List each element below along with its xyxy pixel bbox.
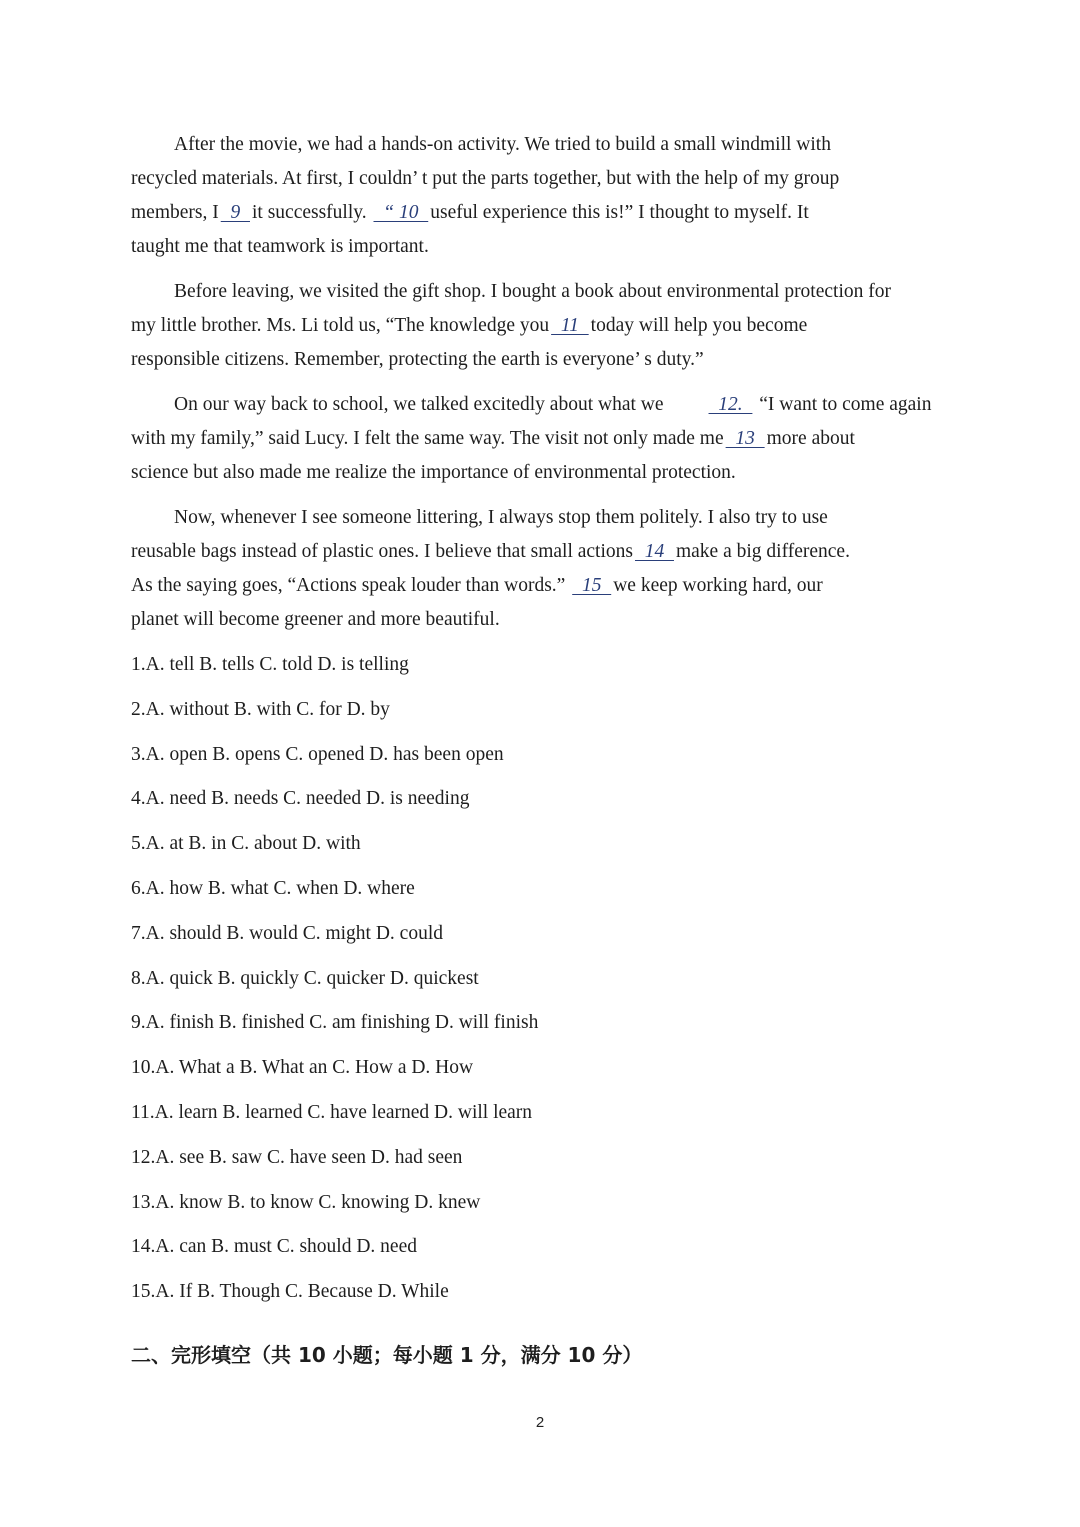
passage-line: recycled materials. At first, I couldn’ t put the parts together, but with the help of my group [131,168,840,189]
option-line: 1.A. tell B. tells C. told D. is telling [131,654,409,675]
blank-number: 15 [572,575,612,596]
answer-options-list [131,648,538,1320]
option-line: 13.A. know B. to know C. knowing D. knew [131,1191,481,1213]
option-line: 8.A. quick B. quickly C. quicker D. quickest [131,967,479,989]
option-line: 4.A. need B. needs C. needed D. is needing [131,788,470,810]
passage-line: Before leaving, we visited the gift shop. I bought a book about environmental protection for [174,281,891,302]
option-line: 11.A. learn B. learned C. have learned D. will learn [131,1101,533,1123]
option-line: 6.A. how B. what C. when D. where [131,877,415,899]
option-line: 14.A. can B. must C. should D. need [131,1236,417,1258]
option-line: 7.A. should B. would C. might D. could [131,922,444,944]
passage-paragraph-3 [131,388,961,490]
blank-number: 14 [634,541,674,562]
blank-number: “ 10 [373,202,429,223]
blank-number: 9 [220,202,250,223]
passage-line: After the movie, we had a hands-on activity. We tried to build a small windmill with [174,134,831,155]
option-line: 15.A. If B. Though C. Because D. While [131,1281,449,1303]
blank-number: 13 [725,428,765,449]
passage-line: members, I 9 it successfully. “ 10 useful experience this is!” I thought to myself. It [131,196,961,230]
option-line: 12.A. see B. saw C. have seen D. had seen [131,1146,463,1168]
option-line: 9.A. finish B. finished C. am finishing D. will finish [131,1012,539,1034]
passage-paragraph-4 [131,501,961,637]
passage-line: reusable bags instead of plastic ones. I believe that small actions 14 make a big difference. [131,535,961,569]
option-line: 10.A. What a B. What an C. How a D. How [131,1057,474,1079]
blank-number: 12. [708,394,753,415]
page-number: 2 [535,1414,545,1431]
blank-number: 11 [551,315,589,336]
passage-line: As the saying goes, “Actions speak louder than words.” 15 we keep working hard, our [131,569,961,603]
passage-line: taught me that teamwork is important. [131,236,429,257]
section-heading: 二、完形填空（共 10 小题；每小题 1 分，满分 10 分） [131,1343,643,1367]
passage-paragraph-2 [131,275,961,377]
passage-line: On our way back to school, we talked excitedly about what we 12. “I want to come again [131,388,961,422]
passage-paragraph-1 [131,128,961,264]
option-line: 3.A. open B. opens C. opened D. has been open [131,743,504,765]
passage-line: with my family,” said Lucy. I felt the same way. The visit not only made me 13 more about [131,422,961,456]
passage-line: Now, whenever I see someone littering, I always stop them politely. I also try to use [174,507,828,528]
passage-line: responsible citizens. Remember, protecting the earth is everyone’ s duty.” [131,349,704,370]
option-line: 2.A. without B. with C. for D. by [131,698,390,720]
option-line: 5.A. at B. in C. about D. with [131,833,361,855]
passage-line: my little brother. Ms. Li told us, “The knowledge you 11 today will help you become [131,309,961,343]
passage-line: science but also made me realize the importance of environmental protection. [131,462,736,483]
passage-line: planet will become greener and more beautiful. [131,609,500,630]
